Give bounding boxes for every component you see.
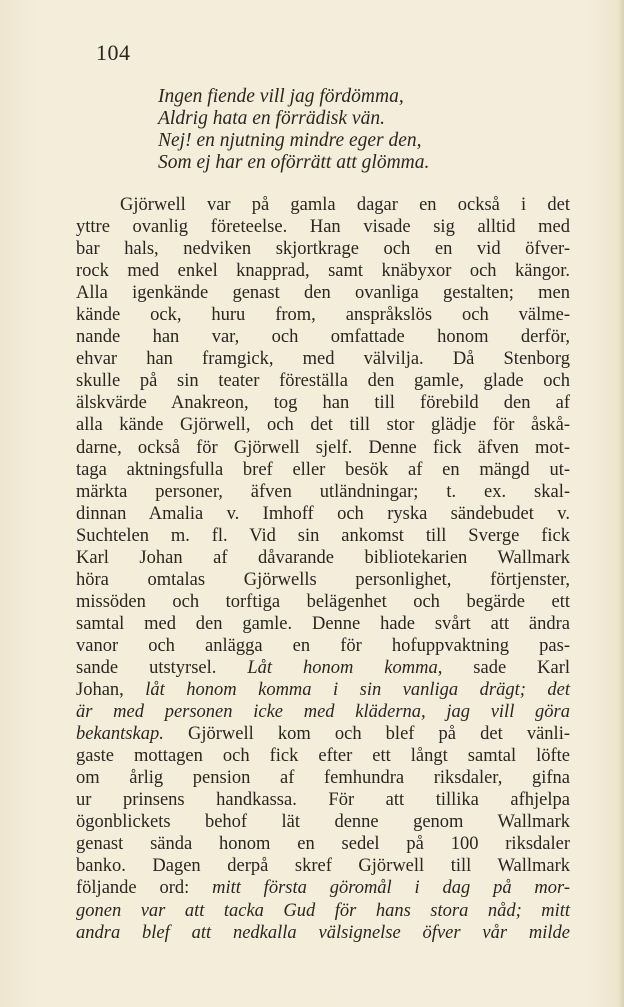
text-segment: yttre ovanlig företeelse. Han visade sig alltid med (76, 217, 570, 238)
italic-text: Låt honom komma (247, 657, 438, 678)
text-line (76, 569, 570, 591)
poem-line: Nej! en njutning mindre eger den, (158, 130, 422, 151)
text-line (76, 635, 570, 657)
poem-line: Aldrig hata en förrädisk vän. (158, 108, 385, 129)
text-segment: vanor och anlägga en för hofuppvaktning pas- (76, 635, 570, 656)
text-line (76, 392, 570, 414)
text-segment: alla kände Gjörwell, och det till stor glädje för åskå- (76, 415, 570, 436)
text-segment: om årlig pension af femhundra riksdaler, gifna (76, 768, 570, 789)
text-line (76, 260, 570, 282)
text-segment: darne, också för Gjörwell sjelf. Denne fick äfven mot- (76, 437, 570, 458)
text-line (76, 525, 570, 547)
text-line (76, 459, 570, 481)
text-segment: dinnan Amalia v. Imhoff och ryska sändebudet v. (76, 503, 570, 524)
italic-text: mitt första göromål i dag på mor- (212, 878, 570, 899)
text-line (76, 657, 570, 679)
text-line (76, 679, 570, 701)
text-line (76, 877, 570, 899)
text-segment: ögonblickets behof lät denne genom Wallmark (76, 812, 570, 833)
text-line (76, 216, 570, 238)
text-segment: Gjörwell var på gamla dagar en också i det (120, 195, 570, 215)
text-line (76, 238, 570, 260)
text-segment: ehvar han framgick, med välvilja. Då Stenborg (76, 349, 570, 370)
text-segment: Johan, (76, 680, 146, 701)
text-segment: samtal med den gamle. Denne hade svårt att ändra (76, 613, 570, 634)
text-segment: Karl Johan af dåvarande bibliotekarien Wallmark (76, 547, 570, 568)
italic-text: gonen var att tacka Gud för hans stora nåd; mitt (76, 900, 570, 921)
text-line (76, 370, 570, 392)
text-line (76, 811, 570, 833)
text-segment: märkta personer, äfven utländningar; t. ex. skal- (76, 481, 570, 502)
text-line (76, 745, 570, 767)
text-segment: rock med enkel knapprad, samt knäbyxor och kängor. (76, 261, 570, 282)
text-segment: kände ock, huru from, anspråkslös och välme- (76, 305, 570, 326)
poem-line: Som ej har en oförrätt att glömma. (158, 152, 430, 173)
text-line (76, 304, 570, 326)
text-segment: gaste mottagen och fick efter ett långt samtal löfte (76, 746, 570, 767)
poem-line: Ingen fiende vill jag fördömma, (158, 86, 404, 107)
text-line (76, 767, 570, 789)
italic-text: andra blef att nedkalla välsignelse öfver vår milde (76, 922, 570, 943)
text-segment: missöden och torftiga belägenhet och begärde ett (76, 591, 570, 612)
text-line (76, 591, 570, 613)
text-line (76, 613, 570, 635)
text-line (76, 855, 570, 877)
text-segment: skulle på sin teater föreställa den gamle, glade och (76, 371, 570, 392)
text-line (76, 503, 570, 525)
text-line (76, 282, 570, 304)
text-segment: nande han var, och omfattade honom derför, (76, 327, 570, 348)
page-edge-shadow (618, 0, 624, 1007)
text-line (76, 326, 570, 348)
italic-text: låt honom komma i sin vanliga drägt; det (145, 680, 570, 701)
text-segment: sande utstyrsel. (76, 657, 248, 678)
text-line (76, 481, 570, 503)
text-segment: ur prinsens handkassa. För att tillika afhjelpa (76, 790, 570, 811)
italic-text: är med personen icke med kläderna, jag vill göra (76, 702, 570, 723)
text-line (76, 701, 570, 723)
text-line (76, 833, 570, 855)
text-segment: taga aktningsfulla bref eller besök af en mängd ut- (76, 459, 570, 480)
text-segment: älskvärde Anakreon, tog han till förebild den af (76, 393, 570, 414)
text-line (76, 723, 570, 745)
text-line (76, 437, 570, 459)
text-segment: Gjörwell kom och blef på det vänli- (163, 724, 570, 745)
text-segment: bar hals, nedviken skjortkrage och en vid öfver- (76, 239, 570, 260)
page-number: 104 (96, 40, 131, 65)
text-segment: , sade Karl (437, 657, 570, 678)
text-line (76, 194, 570, 216)
text-line (76, 900, 570, 922)
text-segment: höra omtalas Gjörwells personlighet, förtjenster, (76, 569, 570, 590)
text-line (76, 348, 570, 370)
text-segment: banko. Dagen derpå skref Gjörwell till Wallmark (76, 856, 570, 877)
body-paragraph (76, 194, 570, 944)
text-line (76, 414, 570, 436)
text-segment: genast sända honom en sedel på 100 riksdaler (76, 834, 570, 855)
text-line (76, 789, 570, 811)
text-line (76, 922, 570, 944)
text-segment: följande ord: (76, 878, 213, 899)
text-segment: Alla igenkände genast den ovanliga gestalten; men (76, 283, 570, 304)
text-segment: Suchtelen m. fl. Vid sin ankomst till Sverge fick (76, 525, 570, 546)
text-line (76, 547, 570, 569)
poem-stanza (158, 86, 558, 174)
italic-text: bekantskap. (76, 724, 164, 745)
